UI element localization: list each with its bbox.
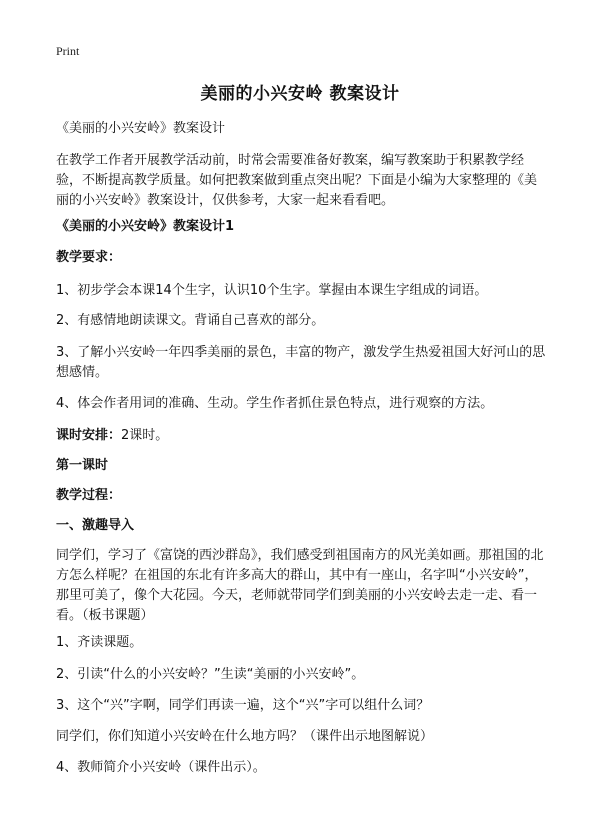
map-paragraph: 同学们，你们知道小兴安岭在什么地方吗？（课件出示地图解说） (56, 729, 434, 744)
intro-content-paragraph: 同学们，学习了《富饶的西沙群岛》，我们感受到祖国南方的风光美如画。那祖国的北方怎么样呢？在祖国的东北有许多高大的群山，其中有一座山，名字叫“小兴安岭”，那里可美了，像个大花园。今天，老师就带同学们到美丽的小兴安岭去走一走、看一看。（板书课题） (56, 548, 544, 623)
schedule-line (56, 426, 546, 446)
document-title: 美丽的小兴安岭 教案设计 (200, 84, 400, 104)
requirement-4: 4、体会作者用词的准确、生动。学生作者抓住景色特点，进行观察的方法。 (56, 396, 494, 411)
print-label: Print (56, 44, 80, 58)
step-2: 2、引读“什么的小兴安岭？”生读“美丽的小兴安岭”。 (56, 667, 365, 682)
requirement-3: 3、了解小兴安岭一年四季美丽的景色，丰富的物产，激发学生热爱祖国大好河山的思想感情。 (56, 345, 546, 380)
requirement-1: 1、初步学会本课14个生字，认识10个生字。掌握由本课生字组成的词语。 (56, 283, 488, 298)
step-4: 4、教师简介小兴安岭（课件出示）。 (56, 760, 266, 775)
schedule-value: 2课时。 (121, 428, 169, 443)
requirements-heading: 教学要求： (56, 250, 122, 265)
intro-heading: 一、激趣导入 (56, 518, 135, 533)
step-1: 1、齐读课题。 (56, 635, 143, 650)
subtitle: 《美丽的小兴安岭》教案设计 (56, 121, 226, 136)
schedule-label: 课时安排： (56, 428, 122, 443)
lesson-title: 第一课时 (56, 458, 109, 473)
requirement-2: 2、有感情地朗读课文。背诵自己喜欢的部分。 (56, 313, 325, 328)
step-3: 3、这个“兴”字啊，同学们再读一遍，这个“兴”字可以组什么词？ (56, 698, 430, 713)
section-title: 《美丽的小兴安岭》教案设计1 (56, 219, 235, 234)
intro-paragraph: 在教学工作者开展教学活动前，时常会需要准备好教案，编写教案助于积累教学经验，不断提高教学质量。如何把教案做到重点突出呢？下面是小编为大家整理的《美丽的小兴安岭》教案设计，仅供参考，大家一起来看看吧。 (56, 153, 538, 208)
process-heading: 教学过程： (56, 488, 122, 503)
